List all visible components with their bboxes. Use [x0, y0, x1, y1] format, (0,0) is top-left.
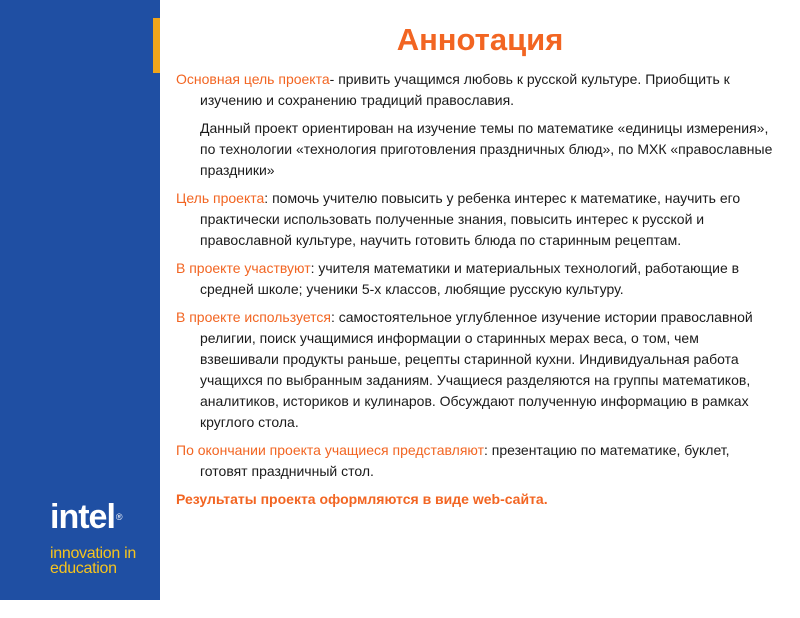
orange-accent-bar [153, 18, 160, 73]
paragraph-main-goal [176, 69, 776, 111]
intel-logo [50, 500, 155, 576]
paragraph-results [176, 489, 776, 510]
paragraph-lead: В проекте используется [176, 309, 331, 325]
paragraph-text: : учителя математики и материальных технологий, работающие в средней школе; ученики 5-х классов, любящие русскую культуру. [200, 260, 740, 297]
paragraph-lead: По окончании проекта учащиеся представляют [176, 442, 485, 458]
paragraph-project-goal [176, 188, 776, 251]
paragraph-participants [176, 258, 776, 300]
logo-wordmark: intel® [50, 498, 122, 536]
sidebar-panel [0, 0, 160, 600]
paragraph-lead: Цель проекта [176, 190, 265, 206]
paragraph-lead: Результаты проекта оформляются в виде web-сайта. [176, 491, 548, 507]
logo-tagline-line-1: innovation in [50, 545, 136, 562]
paragraph-lead: Основная цель проекта [176, 71, 330, 87]
paragraph-outcomes [176, 440, 776, 482]
paragraph-text: - привить учащимся любовь к русской культуре. Приобщить к изучению и сохранению традиций православия. [200, 71, 730, 108]
annotation-body [176, 69, 776, 517]
logo-tagline-line-2: education [50, 560, 117, 577]
logo-tagline [50, 546, 155, 576]
page-title: Аннотация [396, 22, 564, 57]
paragraph-text: : самостоятельное углубленное изучение истории православной религии, поиск учащимися информации о старинных мерах веса, о том, чем взвешивали продукты раньше, рецепты старинной кухни. Индивидуальная работа учащихся по выбранным заданиям. Учащиеся разделяются на группы математиков, аналитиков, историков и кулинаров. Обсуждают полученную информацию в рамках круглого стола. [200, 309, 753, 430]
paragraph-text: : презентацию по математике, буклет, готовят праздничный стол. [200, 442, 730, 479]
paragraph-methods [176, 307, 776, 433]
paragraph-lead: В проекте участвуют [176, 260, 311, 276]
paragraph-text: : помочь учителю повысить у ребенка интерес к математике, научить его практически использовать полученные знания, повысить интерес к русской и православной культуре, научить готовить блюда по старинным рецептам. [200, 190, 741, 248]
paragraph-text: Данный проект ориентирован на изучение темы по математике «единицы измерения», по технологии «технология приготовления праздничных блюд», по МХК «православные праздники» [200, 120, 773, 178]
paragraph-topics [176, 118, 776, 181]
